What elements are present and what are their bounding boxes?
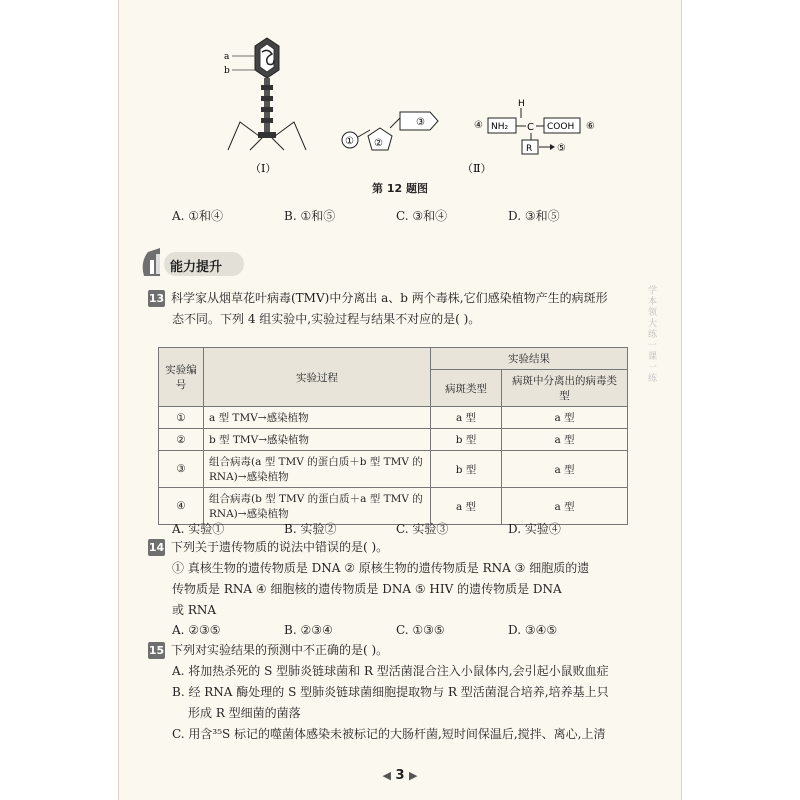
- label-a: a: [224, 52, 230, 62]
- nucleotide-diagram: [342, 112, 438, 150]
- row-no: ②: [159, 429, 204, 451]
- row-type: b 型: [431, 451, 502, 488]
- q15-stem: 下列对实验结果的预测中不正确的是( )。: [171, 643, 389, 657]
- row-virus: a 型: [502, 451, 628, 488]
- row-virus: a 型: [502, 407, 628, 429]
- q15-option-b-line1[interactable]: B. 经 RNA 酶处理的 S 型肺炎链球菌细胞提取物与 R 型活菌混合培养,培养基上只: [172, 685, 609, 699]
- q12-option-a[interactable]: A. ①和④: [172, 209, 224, 223]
- table-header-exp: 实验编号: [159, 348, 204, 407]
- row-virus: a 型: [502, 429, 628, 451]
- q14-option-d[interactable]: D. ③④⑤: [508, 623, 558, 637]
- q14-line2: 传物质是 RNA ④ 细胞核的遗传物质是 DNA ⑤ HIV 的遗传物质是 DNA: [172, 582, 562, 596]
- q13-number: 13: [148, 292, 165, 305]
- table-header-process: 实验过程: [204, 348, 431, 407]
- h-atom: H: [518, 99, 525, 109]
- q14-option-c[interactable]: C. ①③⑤: [396, 623, 445, 637]
- q14: [148, 537, 658, 621]
- q13: [148, 288, 658, 330]
- q13-option-d[interactable]: D. 实验④: [508, 522, 561, 536]
- row-type: b 型: [431, 429, 502, 451]
- q13-options: [172, 520, 662, 537]
- page: [118, 0, 682, 800]
- nucleotide-phosphate-label: ①: [345, 136, 354, 147]
- page-footer: [118, 768, 682, 783]
- q14-stem: 下列关于遗传物质的说法中错误的是( )。: [171, 540, 389, 554]
- side-watermark-text: 学本领大练一课一练: [646, 285, 656, 384]
- amino-acid-diagram: [462, 99, 595, 175]
- figure-12: [118, 0, 682, 200]
- q14-line1: ① 真核生物的遗传物质是 DNA ② 原核生物的遗传物质是 RNA ③ 细胞质的遗: [172, 561, 590, 575]
- row-process: 组合病毒(b 型 TMV 的蛋白质＋a 型 TMV 的 RNA)→感染植物: [204, 488, 431, 525]
- table-header-result: 实验结果: [431, 348, 628, 370]
- table-header-virus: 病斑中分离出的病毒类型: [502, 370, 628, 407]
- row-no: ④: [159, 488, 204, 525]
- row-no: ①: [159, 407, 204, 429]
- prev-arrow-icon: ◀: [382, 769, 391, 782]
- q15: [148, 640, 658, 745]
- table-row: [159, 488, 628, 525]
- nucleotide-base-label: ③: [416, 117, 425, 128]
- q12-option-c[interactable]: C. ③和④: [396, 209, 448, 223]
- page-number: 3: [395, 768, 405, 783]
- q14-option-a[interactable]: A. ②③⑤: [172, 623, 221, 637]
- q14-option-b[interactable]: B. ②③④: [284, 623, 333, 637]
- num-4: ④: [474, 120, 483, 131]
- experiment-table: [158, 347, 628, 525]
- nucleotide-sugar-label: ②: [374, 138, 383, 149]
- q14-options: [172, 623, 662, 637]
- table-row: [159, 407, 628, 429]
- q13-stem-line2: 态不同。下列 4 组实验中,实验过程与结果不对应的是( )。: [172, 312, 481, 326]
- part1-label: （Ⅰ）: [250, 162, 277, 175]
- q13-option-c[interactable]: C. 实验③: [396, 522, 449, 536]
- section-title: 能力提升: [170, 260, 223, 275]
- q14-line3: 或 RNA: [172, 603, 217, 617]
- row-type: a 型: [431, 488, 502, 525]
- q12-option-d[interactable]: D. ③和⑤: [508, 209, 560, 223]
- nh2-group: NH₂: [491, 122, 509, 132]
- q12-options: [172, 207, 662, 224]
- num-6: ⑥: [586, 121, 595, 132]
- q14-number: 14: [148, 541, 165, 554]
- table-row: [159, 429, 628, 451]
- cooh-group: COOH: [547, 122, 575, 132]
- r-group: R: [526, 144, 533, 154]
- central-carbon: C: [527, 122, 534, 133]
- q15-number: 15: [148, 644, 165, 657]
- q13-option-a[interactable]: A. 实验①: [172, 522, 225, 536]
- table-header-type: 病斑类型: [431, 370, 502, 407]
- part2-label: （Ⅱ）: [462, 162, 492, 175]
- q12-option-b[interactable]: B. ①和⑤: [284, 209, 336, 223]
- row-process: b 型 TMV→感染植物: [204, 429, 431, 451]
- label-b: b: [224, 66, 230, 76]
- q15-option-b-line2: 形成 R 型细菌的菌落: [188, 706, 301, 720]
- q13-option-b[interactable]: B. 实验②: [284, 522, 337, 536]
- num-5: ⑤: [557, 143, 566, 154]
- row-process: 组合病毒(a 型 TMV 的蛋白质＋b 型 TMV 的 RNA)→感染植物: [204, 451, 431, 488]
- q13-stem-line1: 科学家从烟草花叶病毒(TMV)中分离出 a、b 两个毒株,它们感染植物产生的病斑形: [171, 291, 608, 305]
- next-arrow-icon: ▶: [409, 769, 418, 782]
- row-type: a 型: [431, 407, 502, 429]
- figure-caption: 第 12 题图: [372, 182, 428, 195]
- row-process: a 型 TMV→感染植物: [204, 407, 431, 429]
- q15-option-a[interactable]: A. 将加热杀死的 S 型肺炎链球菌和 R 型活菌混合注入小鼠体内,会引起小鼠败血症: [172, 664, 609, 678]
- row-virus: a 型: [502, 488, 628, 525]
- phage-diagram: [224, 38, 306, 175]
- row-no: ③: [159, 451, 204, 488]
- table-row: [159, 451, 628, 488]
- q15-option-c[interactable]: C. 用含³⁵S 标记的噬菌体感染未被标记的大肠杆菌,短时间保温后,搅拌、离心,上清: [172, 727, 606, 741]
